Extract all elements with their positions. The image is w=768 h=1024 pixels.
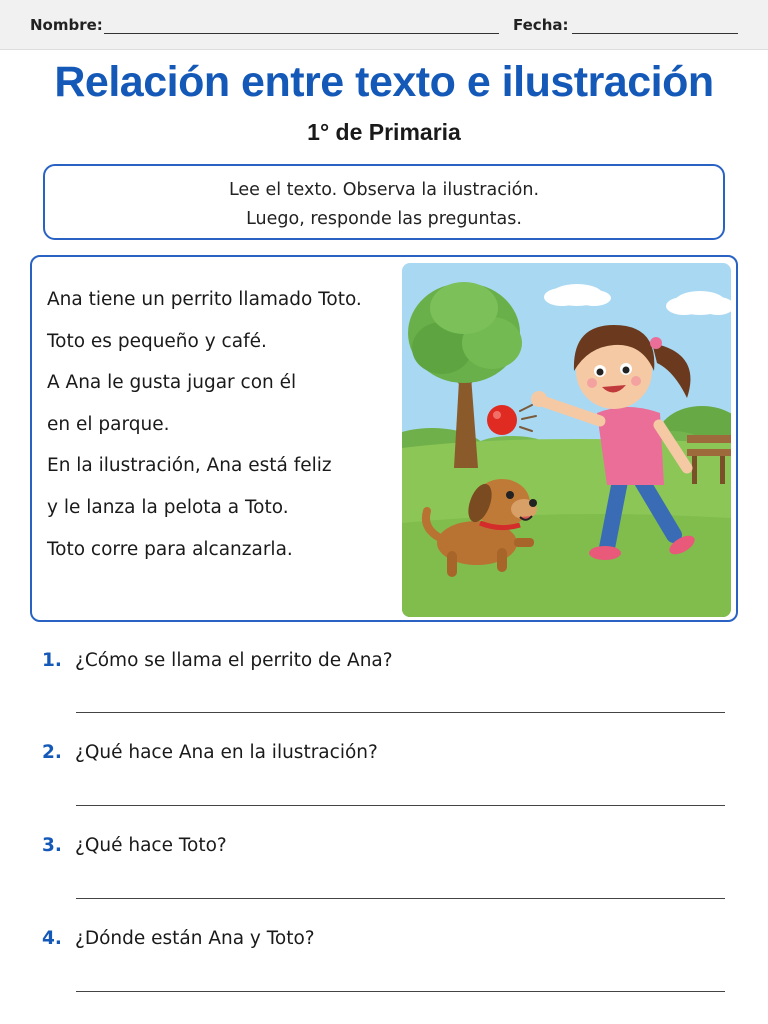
answer-line[interactable] — [76, 991, 725, 992]
answer-line[interactable] — [76, 712, 725, 713]
illustration-girl-and-dog — [402, 263, 731, 617]
header-bar — [0, 0, 768, 50]
instruction-line: Lee el texto. Observa la ilustración. — [228, 180, 540, 200]
instruction-line: Luego, responde las preguntas. — [246, 209, 522, 229]
date-label: Fecha: — [513, 16, 569, 34]
story-line: Toto es pequeño y café. — [47, 330, 267, 352]
story-line: y le lanza la pelota a Toto. — [47, 496, 289, 518]
story-text — [47, 285, 362, 576]
story-line: Toto corre para alcanzarla. — [47, 538, 293, 560]
answer-line[interactable] — [76, 898, 725, 899]
question-number: 1. — [42, 650, 62, 671]
page-subtitle: 1° de Primaria — [307, 119, 461, 145]
instructions-box — [43, 164, 725, 240]
name-field-line[interactable] — [104, 33, 499, 34]
question-number: 4. — [42, 928, 62, 949]
page-title: Relación entre texto e ilustración — [54, 58, 714, 106]
question-number: 3. — [42, 835, 62, 856]
question-text: ¿Qué hace Ana en la ilustración? — [75, 742, 378, 763]
question-text: ¿Dónde están Ana y Toto? — [75, 928, 315, 949]
story-line: Ana tiene un perrito llamado Toto. — [47, 289, 362, 310]
story-line: En la ilustración, Ana está feliz — [47, 455, 332, 477]
question-text: ¿Cómo se llama el perrito de Ana? — [75, 650, 393, 671]
story-line: en el parque. — [47, 413, 170, 435]
question-number: 2. — [42, 742, 62, 763]
question-text: ¿Qué hace Toto? — [75, 835, 227, 856]
story-box — [30, 255, 738, 622]
answer-line[interactable] — [76, 805, 725, 806]
story-line: A Ana le gusta jugar con él — [47, 372, 297, 394]
name-label: Nombre: — [30, 16, 103, 34]
date-field-line[interactable] — [572, 33, 738, 34]
